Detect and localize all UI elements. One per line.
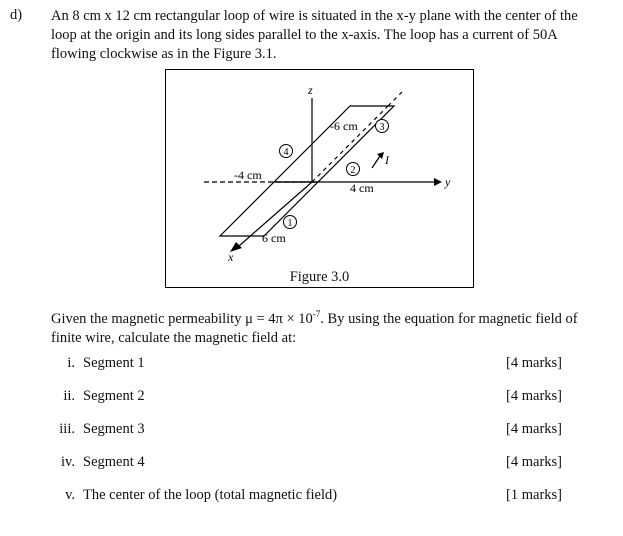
- x-axis-back-end: [388, 92, 402, 106]
- given-line-2: finite wire, calculate the magnetic field at:: [51, 329, 297, 346]
- given-line-1-start: Given the magnetic permeability μ = 4π × 10: [51, 310, 313, 327]
- segment-1-number: 1: [287, 218, 293, 229]
- list-item: [0, 421, 623, 441]
- item-marks: [4 marks]: [506, 421, 562, 437]
- list-item: [0, 454, 623, 474]
- given-exponent: -7: [312, 309, 321, 319]
- y-axis-label: y: [445, 175, 451, 189]
- z-axis-label: z: [308, 83, 313, 97]
- item-number: i.: [67, 355, 75, 371]
- given-line-1: [51, 305, 596, 329]
- intro-line: flowing clockwise as in the Figure 3.1.: [51, 46, 277, 62]
- list-item: [0, 487, 623, 507]
- figure-panel: [165, 69, 474, 288]
- given-line-1-end: . By using the equation for magnetic field of: [320, 310, 578, 327]
- list-item: [0, 355, 623, 375]
- item-text: Segment 3: [83, 421, 145, 437]
- item-text: Segment 2: [83, 388, 145, 404]
- item-marks: [1 marks]: [506, 487, 562, 503]
- intro-line: loop at the origin and its long sides parallel to the x-axis. The loop has a current of 50A: [51, 27, 558, 43]
- segment-3-number: 3: [379, 122, 385, 133]
- current-arrow-line: [372, 156, 380, 168]
- list-item: [0, 388, 623, 408]
- dim-plus6: 6 cm: [262, 231, 286, 245]
- item-number: v.: [65, 487, 75, 503]
- question-label: d): [10, 7, 23, 23]
- loop-diagram: [166, 70, 475, 289]
- question-intro: [51, 7, 596, 64]
- item-text: Segment 4: [83, 454, 145, 470]
- current-label: I: [385, 153, 389, 167]
- item-marks: [4 marks]: [506, 388, 562, 404]
- given-text: [51, 305, 596, 348]
- item-marks: [4 marks]: [506, 454, 562, 470]
- item-number: ii.: [63, 388, 75, 404]
- dim-minus6: -6 cm: [330, 119, 358, 133]
- item-number: iv.: [61, 454, 75, 470]
- segment-2-number: 2: [350, 165, 356, 176]
- item-text: Segment 1: [83, 355, 145, 371]
- item-text: The center of the loop (total magnetic field): [83, 487, 338, 503]
- item-marks: [4 marks]: [506, 355, 562, 371]
- figure-caption: Figure 3.0: [289, 269, 350, 285]
- dim-minus4: -4 cm: [234, 168, 262, 182]
- x-axis-label: x: [228, 250, 234, 264]
- dim-plus4: 4 cm: [350, 181, 374, 195]
- intro-line: An 8 cm x 12 cm rectangular loop of wire is situated in the x-y plane with the center of the: [51, 8, 578, 24]
- segment-4-number: 4: [283, 147, 289, 158]
- y-axis-arrowhead: [434, 178, 442, 186]
- item-number: iii.: [59, 421, 75, 437]
